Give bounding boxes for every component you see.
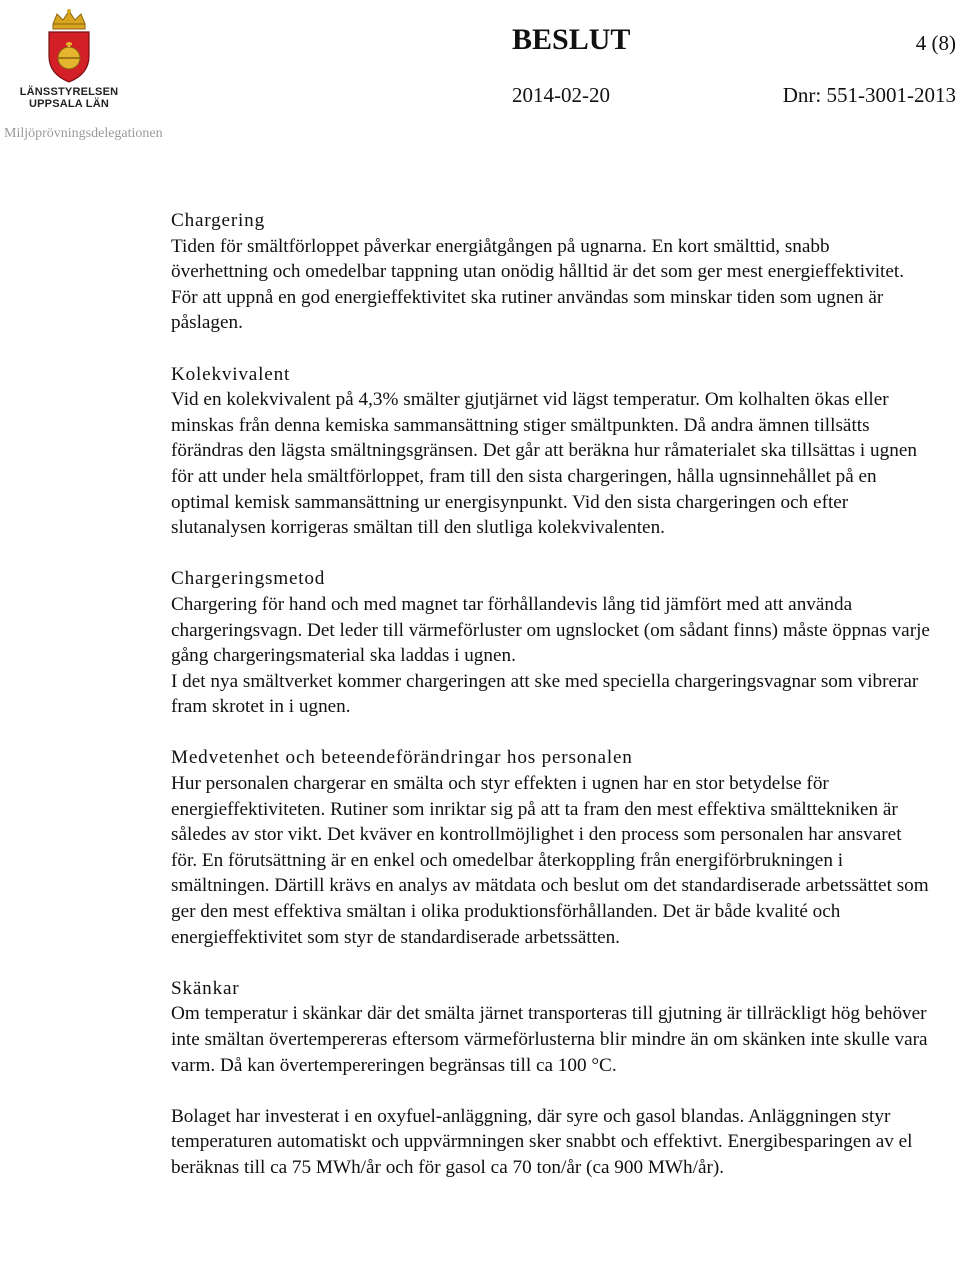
- paragraph: Vid en kolekvivalent på 4,3% smälter gjutjärnet vid lägst temperatur. Om kolhalten ökas eller minskas från denna kemiska sammansättning stiger smältpunkten. Då andra ämnen tillsätts förändras den lägsta smältningsgränsen. Det går att beräkna hur råmaterialet ska tillsättas i ugnen för att under hela smältförloppet, fram till den sista chargeringen, hålla ugnsinnehållet på en optimal kemisk sammansättning ur energisynpunkt. Vid den sista chargeringen och efter slutanalysen korrigeras smältan till den slutliga kolekvivalenten.: [171, 389, 917, 539]
- section-heading: Chargering: [171, 210, 265, 231]
- section-kolekvivalent: [171, 362, 931, 541]
- section-chargering: [171, 208, 931, 336]
- section-heading: Medvetenhet och beteendeförändringar hos personalen: [171, 747, 633, 769]
- paragraph: Chargering för hand och med magnet tar förhållandevis lång tid jämfört med att använda chargeringsvagn. Det leder till värmeförluster om ugnslocket (om sådant finns) måste öppnas varje gång chargeringsmaterial ska laddas i ugnen.: [171, 593, 930, 667]
- section-medvetenhet: [171, 745, 931, 950]
- agency-logo: [14, 8, 124, 110]
- page-number: 4 (8): [915, 31, 956, 55]
- section-heading: Kolekvivalent: [171, 363, 291, 385]
- paragraph: Bolaget har investerat i en oxyfuel-anläggning, där syre och gasol blandas. Anläggningen styr temperaturen automatiskt och uppvärmningen sker snabbt och effektivt. Energibesparingen av el beräknas till ca 75 MWh/år och för gasol ca 70 ton/år (ca 900 MWh/år).: [171, 1105, 913, 1178]
- coat-of-arms-icon: [39, 8, 99, 86]
- paragraph: Hur personalen chargerar en smälta och styr effekten i ugnen har en stor betydelse för energieffektiviteten. Rutiner som inriktar sig på att ta fram den mest effektiva smälttekniken är således av stor vikt. Det kväver en kontrollmöjlighet i den process som personalen har ansvaret för. En förutsättning är en enkel och omedelbar återkoppling från energiförbrukningen i smältningen. Därtill krävs en analys av mätdata och beslut om det standardiserade arbetssättet som ger den mest effektiva smältan i olika produktionsförhållanden. Det är både kvalité och energieffektivitet som styr de standardiserade arbetssätten.: [171, 773, 929, 948]
- registration-number: Dnr: 551-3001-2013: [782, 83, 956, 107]
- section-heading: Chargeringsmetod: [171, 568, 326, 590]
- document-type: BESLUT: [512, 23, 631, 56]
- decision-date: 2014-02-20: [512, 83, 610, 107]
- section-oxyfuel: [171, 1104, 931, 1181]
- org-name-line1: LÄNSSTYRELSEN: [19, 86, 119, 98]
- org-name-line2: UPPSALA LÄN: [28, 98, 110, 110]
- document-body: [171, 208, 931, 1206]
- delegation-name: Miljöprövningsdelegationen: [4, 126, 163, 141]
- section-chargeringsmetod: [171, 566, 931, 720]
- paragraph: Om temperatur i skänkar där det smälta järnet transporteras till gjutning är tillräckligt hög behöver inte smältan övertempereras eftersom värmeförlusterna blir mindre än om skänken inte skulle vara varm. Då kan övertempereringen begränsas till ca 100 °C.: [171, 1003, 928, 1076]
- section-heading: Skänkar: [171, 977, 240, 999]
- paragraph: Tiden för smältförloppet påverkar energiåtgången på ugnarna. En kort smälttid, snabb överhettning och omedelbar tappning utan onödig hålltid är det som ger mest energieffektivitet. För att uppnå en god energieffektivitet ska rutiner användas som minskar tiden som ugnen är påslagen.: [171, 235, 905, 334]
- paragraph: I det nya smältverket kommer chargeringen att ske med speciella chargeringsvagnar som vibrerar fram skrotet in i ugnen.: [171, 670, 919, 718]
- section-skankar: [171, 976, 931, 1078]
